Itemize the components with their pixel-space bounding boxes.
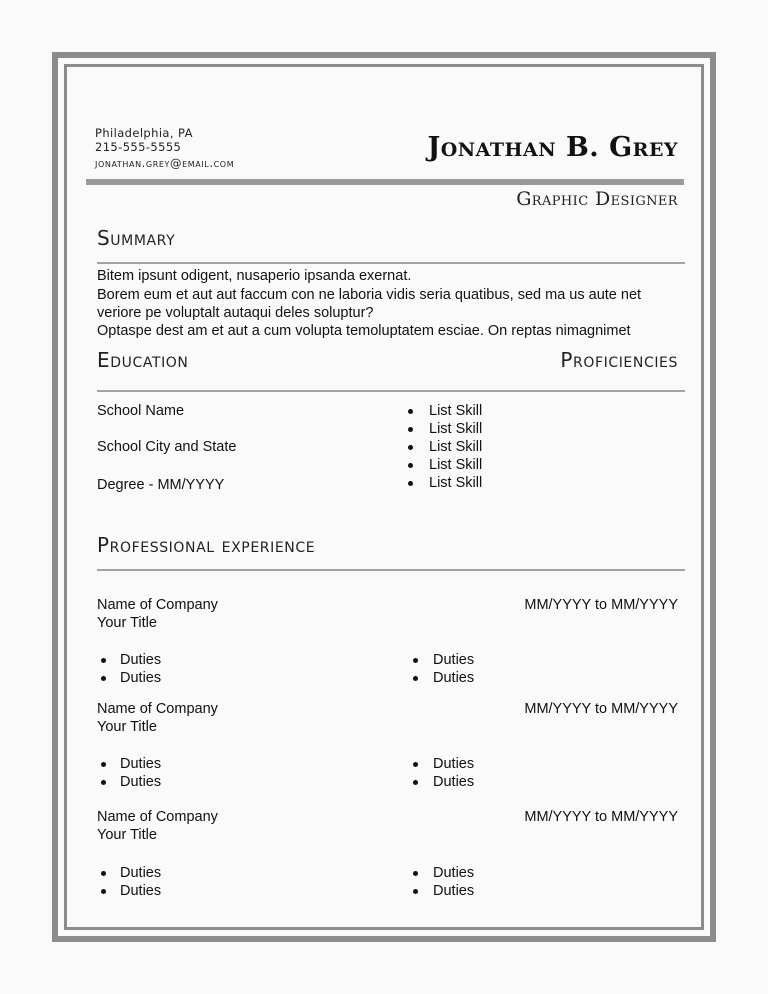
company-name: Name of Company bbox=[97, 597, 218, 613]
company-name: Name of Company bbox=[97, 809, 218, 825]
skill-item: List Skill bbox=[429, 421, 483, 437]
bullet-icon bbox=[408, 445, 413, 450]
bullet-icon bbox=[101, 762, 106, 767]
employment-dates: MM/YYYY to MM/YYYY bbox=[524, 597, 678, 613]
contact-phone: 215-555-5555 bbox=[95, 140, 182, 154]
bullet-icon bbox=[408, 481, 413, 486]
experience-rule bbox=[97, 569, 685, 571]
summary-line: Borem eum et aut aut faccum con ne laboria vidis seria quatibus, sed ma us aute net bbox=[97, 287, 642, 303]
bullet-icon bbox=[413, 762, 418, 767]
summary-line: Bitem ipsunt odigent, nusaperio ipsanda exernat. bbox=[97, 268, 412, 284]
contact-email: jonathan.grey@email.com bbox=[95, 156, 235, 170]
summary-line: veriore pe voluptalt autaqui deles soluptur? bbox=[97, 305, 374, 321]
position-title: Your Title bbox=[97, 719, 157, 735]
duty-item: Duties bbox=[433, 652, 475, 668]
duty-item: Duties bbox=[433, 670, 475, 686]
bullet-icon bbox=[101, 871, 106, 876]
duty-item: Duties bbox=[120, 670, 162, 686]
skill-item: List Skill bbox=[429, 457, 483, 473]
bullet-icon bbox=[413, 676, 418, 681]
summary-heading: Summary bbox=[97, 226, 176, 250]
bullet-icon bbox=[101, 676, 106, 681]
header-divider bbox=[86, 179, 684, 185]
duty-item: Duties bbox=[120, 652, 162, 668]
duty-item: Duties bbox=[120, 756, 162, 772]
bullet-icon bbox=[408, 427, 413, 432]
duty-item: Duties bbox=[433, 883, 475, 899]
degree-date: Degree - MM/YYYY bbox=[97, 477, 225, 493]
duty-item: Duties bbox=[433, 774, 475, 790]
duty-item: Duties bbox=[433, 865, 475, 881]
duty-item: Duties bbox=[120, 774, 162, 790]
bullet-icon bbox=[101, 658, 106, 663]
summary-line: Optaspe dest am et aut a cum volupta temoluptatem esciae. On reptas nimagnimet bbox=[97, 323, 631, 339]
bullet-icon bbox=[408, 409, 413, 414]
company-name: Name of Company bbox=[97, 701, 218, 717]
bullet-icon bbox=[101, 780, 106, 785]
position-title: Your Title bbox=[97, 827, 157, 843]
employment-dates: MM/YYYY to MM/YYYY bbox=[524, 809, 678, 825]
school-name: School Name bbox=[97, 403, 185, 419]
school-city-state: School City and State bbox=[97, 439, 237, 455]
summary-rule bbox=[97, 262, 685, 264]
bullet-icon bbox=[408, 463, 413, 468]
bullet-icon bbox=[413, 780, 418, 785]
duty-item: Duties bbox=[120, 865, 162, 881]
skill-item: List Skill bbox=[429, 439, 483, 455]
job-title: Graphic Designer bbox=[516, 188, 678, 210]
employment-dates: MM/YYYY to MM/YYYY bbox=[524, 701, 678, 717]
bullet-icon bbox=[413, 871, 418, 876]
duty-item: Duties bbox=[433, 756, 475, 772]
bullet-icon bbox=[413, 658, 418, 663]
applicant-name: Jonathan B. Grey bbox=[427, 132, 678, 163]
bullet-icon bbox=[413, 889, 418, 894]
education-heading: Education bbox=[97, 348, 189, 372]
duty-item: Duties bbox=[120, 883, 162, 899]
position-title: Your Title bbox=[97, 615, 157, 631]
skill-item: List Skill bbox=[429, 475, 483, 491]
contact-city: Philadelphia, PA bbox=[95, 126, 193, 140]
bullet-icon bbox=[101, 889, 106, 894]
experience-heading: Professional experience bbox=[97, 533, 316, 557]
skill-item: List Skill bbox=[429, 403, 483, 419]
proficiencies-heading: Proficiencies bbox=[560, 348, 678, 372]
education-rule bbox=[97, 390, 685, 392]
